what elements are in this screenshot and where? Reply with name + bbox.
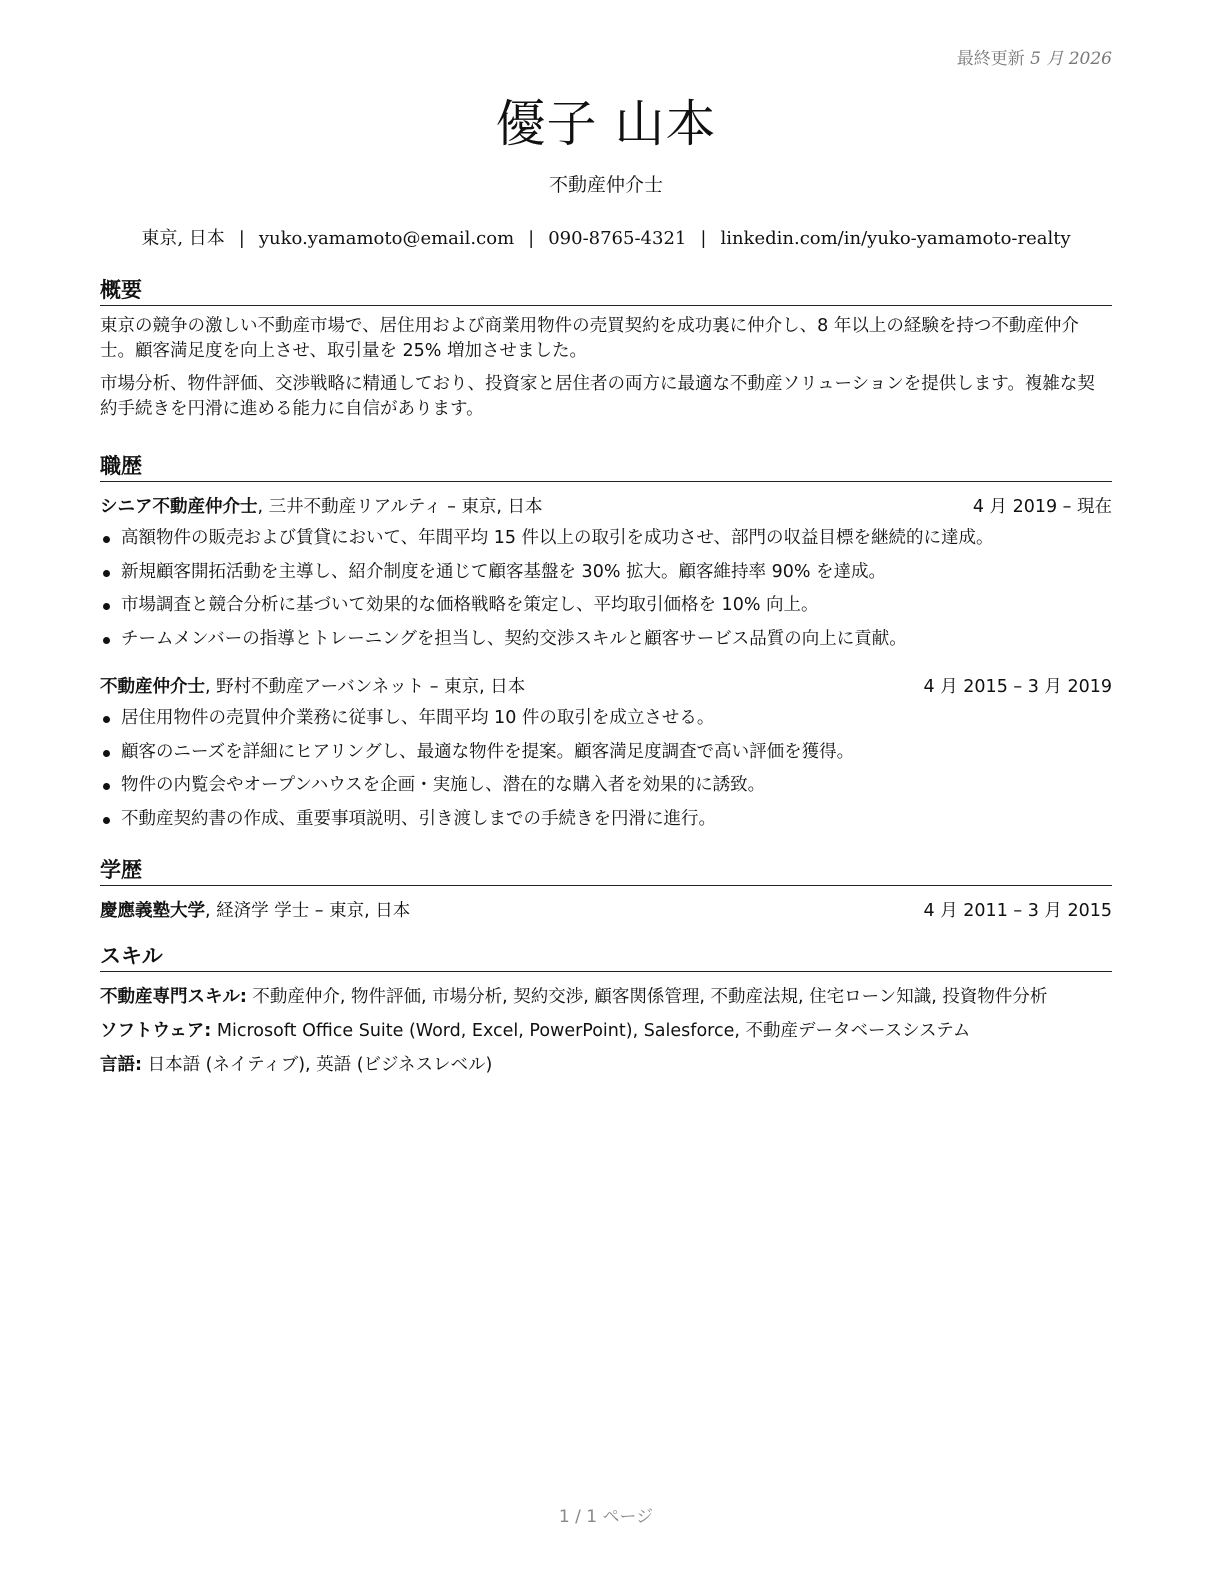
bullet-item: 不動産契約書の作成、重要事項説明、引き渡しまでの手続きを円滑に進行。	[100, 803, 1112, 837]
last-updated	[957, 44, 1112, 69]
skill-value: 日本語 (ネイティブ), 英語 (ビジネスレベル)	[142, 1055, 493, 1075]
bullet-item: 物件の内覧会やオープンハウスを企画・実施し、潜在的な購入者を効果的に誘致。	[100, 769, 1112, 803]
job-dates: 4 月 2019 – 現在	[972, 497, 1112, 517]
job-dates: 4 月 2015 – 3 月 2019	[923, 677, 1112, 697]
skill-label: 不動産専門スキル:	[100, 987, 247, 1007]
education-section	[100, 856, 1112, 924]
job-header	[100, 494, 1112, 520]
contact-location: 東京, 日本	[141, 228, 225, 249]
contact-line	[100, 224, 1112, 250]
experience-heading: 職歴	[100, 452, 1112, 482]
summary-section	[100, 276, 1112, 422]
skills-heading: スキル	[100, 942, 1112, 972]
last-updated-label: 最終更新	[956, 49, 1025, 69]
resume-page	[100, 0, 1112, 1584]
job-header	[100, 674, 1112, 700]
education-heading: 学歴	[100, 856, 1112, 886]
skill-line	[100, 984, 1112, 1010]
job-role: シニア不動産仲介士	[100, 497, 258, 517]
candidate-name: 優子 山本	[495, 95, 717, 153]
experience-section	[100, 452, 1112, 836]
bullet-item: 新規顧客開拓活動を主導し、紹介制度を通じて顧客基盤を 30% 拡大。顧客維持率 90% を達成。	[100, 556, 1112, 590]
job-company: , 三井不動産リアルティ – 東京, 日本	[257, 497, 543, 517]
last-updated-date: 5 月 2026	[1030, 49, 1112, 69]
bullet-item: 市場調査と競合分析に基づいて効果的な価格戦略を策定し、平均取引価格を 10% 向上。	[100, 589, 1112, 623]
candidate-title: 不動産仲介士	[548, 174, 663, 196]
degree-location: , 経済学 学士 – 東京, 日本	[205, 901, 411, 921]
bullet-item: チームメンバーの指導とトレーニングを担当し、契約交渉スキルと顧客サービス品質の向上に貢献。	[100, 623, 1112, 657]
skills-section	[100, 942, 1112, 1078]
summary-paragraph: 市場分析、物件評価、交渉戦略に精通しており、投資家と居住者の両方に最適な不動産ソリューションを提供します。複雑な契約手続きを円滑に進める能力に自信があります。	[100, 374, 1095, 419]
page-number: 1 / 1 ページ	[558, 1507, 654, 1527]
skill-label: 言語:	[100, 1055, 142, 1075]
summary-paragraph: 東京の競争の激しい不動産市場で、居住用および商業用物件の売買契約を成功裏に仲介し、8 年以上の経験を持つ不動産仲介士。顧客満足度を向上させ、取引量を 25% 増加させました。	[100, 316, 1079, 361]
bullet-item: 顧客のニーズを詳細にヒアリングし、最適な物件を提案。顧客満足度調査で高い評価を獲得。	[100, 736, 1112, 770]
contact-phone[interactable]: 090-8765-4321	[548, 228, 687, 249]
education-entry	[100, 898, 1112, 924]
skill-value: Microsoft Office Suite (Word, Excel, PowerPoint), Salesforce, 不動産データベースシステム	[211, 1021, 971, 1041]
contact-email[interactable]: yuko.yamamoto@email.com	[258, 228, 515, 249]
contact-separator: |	[528, 228, 535, 249]
skill-value: 不動産仲介, 物件評価, 市場分析, 契約交渉, 顧客関係管理, 不動産法規, 住宅ローン知識, 投資物件分析	[246, 987, 1048, 1007]
job-role: 不動産仲介士	[100, 677, 205, 697]
contact-separator: |	[700, 228, 707, 249]
skill-line	[100, 1052, 1112, 1078]
job-bullets	[100, 522, 1112, 656]
education-dates: 4 月 2011 – 3 月 2015	[923, 901, 1112, 921]
contact-linkedin[interactable]: linkedin.com/in/yuko-yamamoto-realty	[720, 228, 1071, 249]
school-name: 慶應義塾大学	[100, 901, 205, 921]
bullet-item: 居住用物件の売買仲介業務に従事し、年間平均 10 件の取引を成立させる。	[100, 702, 1112, 736]
skill-line	[100, 1018, 1112, 1044]
job-company: , 野村不動産アーバンネット – 東京, 日本	[205, 677, 526, 697]
skill-label: ソフトウェア:	[100, 1021, 212, 1041]
contact-separator: |	[238, 228, 245, 249]
job-bullets	[100, 702, 1112, 836]
bullet-item: 高額物件の販売および賃貸において、年間平均 15 件以上の取引を成功させ、部門の収益目標を継続的に達成。	[100, 522, 1112, 556]
summary-heading: 概要	[100, 276, 1112, 306]
